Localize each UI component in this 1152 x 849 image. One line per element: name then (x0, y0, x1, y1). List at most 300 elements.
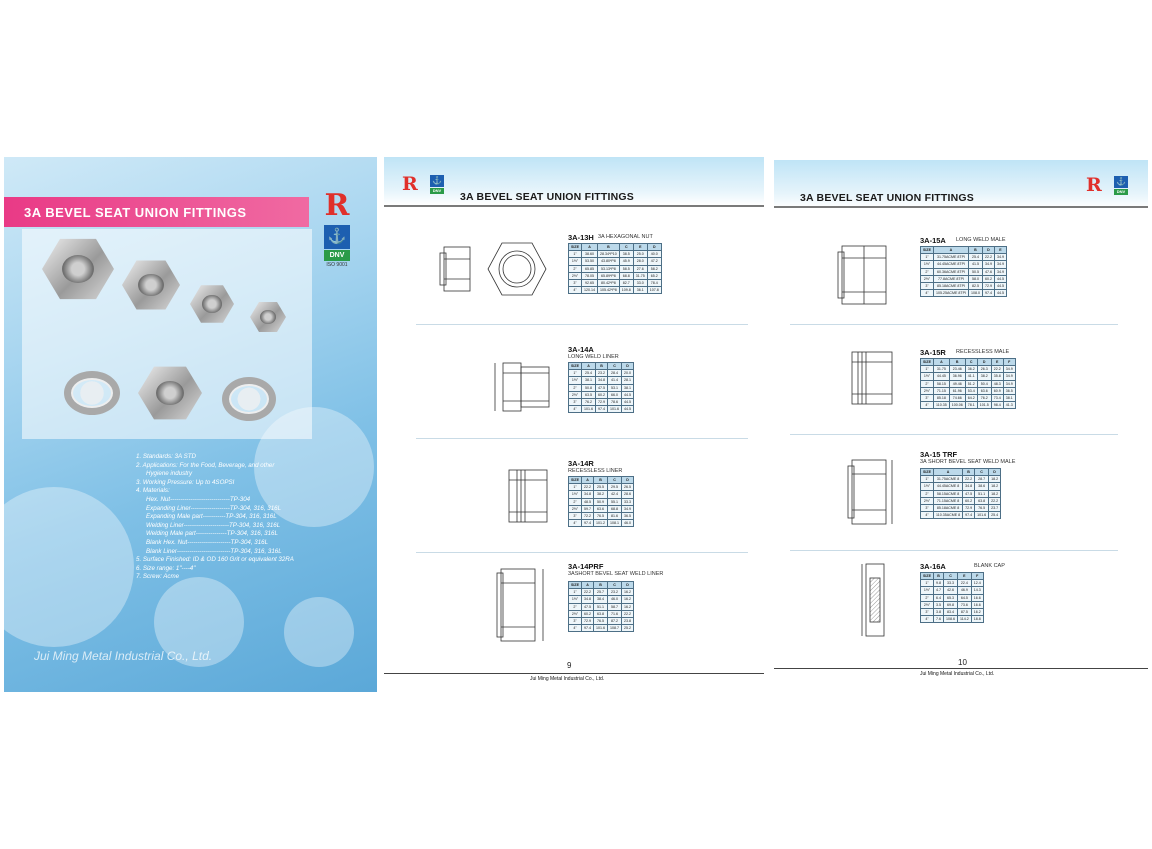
dnv-badge: DNV (324, 250, 350, 261)
table-cell: 44.45ACME 8 (934, 483, 963, 490)
short-weld-liner-drawing (489, 559, 559, 651)
table-cell: 25.0 (633, 251, 647, 258)
table-cell: 2½" (921, 275, 934, 282)
table-cell: 38.1 (622, 384, 634, 391)
table-cell: 83.4 (944, 609, 958, 616)
table-cell: 18.8 (971, 616, 983, 623)
header-rule (384, 205, 764, 207)
table-cell: 51.2 (965, 380, 977, 387)
table-cell: 2" (569, 603, 582, 610)
table-row (921, 290, 1007, 297)
table-cell: 60.2 (596, 391, 608, 398)
table-row (569, 280, 662, 287)
column-header: B (949, 359, 965, 366)
table-cell: 1½" (921, 261, 934, 268)
table-row (921, 373, 1016, 380)
item-description: LONG WELD LINER (568, 354, 619, 360)
table-cell: 101.2 (594, 520, 608, 527)
column-header: E (958, 573, 972, 580)
table-cell: 4" (569, 625, 582, 632)
table-cell: 38.4 (594, 596, 608, 603)
table-cell: 23.2 (608, 589, 622, 596)
item-description: RECESSLESS LINER (568, 468, 623, 474)
table-cell: 92.65 (582, 280, 598, 287)
column-header: F (1003, 359, 1015, 366)
table-cell: 2½" (921, 601, 934, 608)
table-cell: 110.35 (934, 402, 950, 409)
table-cell: 78.1 (965, 402, 977, 409)
table-cell: 72.9 (596, 399, 608, 406)
table-row (569, 520, 634, 527)
table-cell: 60.2 (982, 275, 994, 282)
brand-logo (1086, 176, 1102, 195)
table-cell: 3" (569, 618, 582, 625)
table-cell: 3" (569, 399, 582, 406)
table-cell: 16.2 (622, 603, 634, 610)
column-header: E (994, 247, 1006, 254)
table-cell: 72.9 (982, 283, 994, 290)
table-cell: 44.5 (994, 275, 1006, 282)
column-header: D (647, 244, 661, 251)
table-cell: 46.0 (622, 520, 634, 527)
column-header: E (633, 244, 647, 251)
table-cell: 78.6 (608, 399, 622, 406)
table-cell: 4" (921, 616, 934, 623)
table-cell: 85.18ACME 8 (934, 505, 963, 512)
column-header: D (622, 363, 634, 370)
table-cell: 1" (921, 476, 934, 483)
page-number: 10 (958, 658, 967, 667)
page-title: 3A BEVEL SEAT UNION FITTINGS (460, 191, 635, 203)
table-cell: 22.2 (582, 589, 594, 596)
cover-page (4, 157, 377, 692)
item-description: BLANK CAP (974, 563, 1005, 569)
item-description: 3A HEXAGONAL NUT (598, 234, 653, 240)
column-header: B (594, 582, 608, 589)
table-cell: 4" (569, 406, 582, 413)
table-cell: 36.2 (965, 366, 977, 373)
table-cell: 20.0 (622, 370, 634, 377)
table-cell: 78.4 (647, 280, 661, 287)
column-header: D (977, 359, 991, 366)
table-cell: 25.4 (582, 370, 596, 377)
column-header: A (934, 247, 969, 254)
table-cell: 3" (569, 513, 582, 520)
table-cell: 108.1 (608, 520, 622, 527)
table-cell: 1½" (921, 483, 934, 490)
cert-logo (1114, 176, 1128, 195)
table-cell: 4" (921, 402, 934, 409)
table-cell: 58.0 (968, 275, 982, 282)
table-cell: 38.2 (977, 373, 991, 380)
table-cell: 1" (921, 254, 934, 261)
table-cell: 38.6 (975, 483, 989, 490)
table-cell: 53.50 (582, 258, 598, 265)
table-cell: 3.8 (934, 609, 944, 616)
table-cell: 40.0 (647, 251, 661, 258)
table-cell: 33.3 (622, 498, 634, 505)
table-header-row (921, 247, 1007, 254)
table-cell: 58.7 (608, 603, 622, 610)
table-cell: 63.8 (975, 497, 989, 504)
column-header: D (622, 477, 634, 484)
table-cell: 18.2 (989, 476, 1001, 483)
footer-company: Jui Ming Metal Industrial Co., Ltd. (920, 671, 995, 677)
table-cell: 31.75 (633, 272, 647, 279)
item-description: 3ASHORT BEVEL SEAT WELD LINER (568, 571, 664, 577)
table-cell: 76.5 (594, 513, 608, 520)
table-cell: 3" (921, 283, 934, 290)
table-cell: 4" (921, 512, 934, 519)
table-cell: 66.0 (608, 391, 622, 398)
column-header: C (619, 244, 633, 251)
table-cell: 82.7 (619, 280, 633, 287)
table-cell: 58.5 (619, 265, 633, 272)
table-cell: 68.8 (619, 272, 633, 279)
table-cell: 1" (569, 251, 582, 258)
short-weld-male-drawing (840, 450, 910, 534)
footer-company: Jui Ming Metal Industrial Co., Ltd. (530, 676, 605, 682)
section-divider (416, 324, 748, 325)
item-code: 3A-14PRF (568, 562, 604, 571)
table-cell: 51.1 (975, 490, 989, 497)
table-cell: 28.34*P10 (598, 251, 620, 258)
spec-list (136, 453, 366, 582)
spec-table (568, 581, 634, 632)
table-row (921, 275, 1007, 282)
table-cell: 76.5 (594, 618, 608, 625)
column-header: B (596, 363, 608, 370)
table-cell: 50.9 (594, 498, 608, 505)
anchor-icon: ⚓ (430, 175, 444, 187)
table-row (569, 251, 662, 258)
table-row (569, 406, 634, 413)
table-cell: 16.2 (971, 609, 983, 616)
table-row (569, 589, 634, 596)
table-cell: 23.8 (622, 618, 634, 625)
table-cell: 44.45 (934, 373, 950, 380)
column-header: E (991, 359, 1003, 366)
table-cell: 72.9 (582, 618, 594, 625)
item-description: LONG WELD MALE (956, 237, 1006, 243)
table-cell: 22.4 (958, 580, 972, 587)
spec-table (920, 358, 1016, 409)
table-row (569, 391, 634, 398)
table-cell: 2½" (569, 610, 582, 617)
spec-table (568, 362, 634, 413)
table-cell: 28.0 (633, 258, 647, 265)
table-cell: 58.2 (647, 265, 661, 272)
table-row (921, 387, 1016, 394)
table-cell: 101.6 (608, 406, 622, 413)
table-cell: 85.18ACME 8TPI (934, 283, 969, 290)
table-header-row (569, 582, 634, 589)
table-cell: 16.6 (971, 594, 983, 601)
table-cell: 31.75ACME 8 (934, 476, 963, 483)
item-code: 3A-15 TRF (920, 450, 958, 459)
table-cell: 34.9 (982, 261, 994, 268)
table-cell: 76.5 (975, 505, 989, 512)
table-cell: 1" (921, 580, 934, 587)
table-cell: 47.6 (982, 268, 994, 275)
table-row (921, 261, 1007, 268)
table-cell: 87.2 (608, 618, 622, 625)
table-cell: 22.2 (989, 497, 1001, 504)
table-cell: 2½" (921, 387, 934, 394)
spec-line: Blank Liner--------------------------TP-304, 316, 316L (146, 547, 282, 555)
table-cell: 12.4 (971, 580, 983, 587)
column-header: SIZE (569, 582, 582, 589)
table-cell: 1½" (921, 373, 934, 380)
table-cell: 31.75 (934, 366, 950, 373)
column-header: A (582, 582, 594, 589)
table-cell: 107.8 (647, 287, 661, 294)
table-cell: 101.5 (977, 402, 991, 409)
table-cell: 28.6 (622, 491, 634, 498)
table-cell: 80.42*P8 (598, 280, 620, 287)
table-cell: 3" (921, 505, 934, 512)
anchor-icon: ⚓ (1114, 176, 1128, 188)
table-cell: 22.2 (982, 254, 994, 261)
table-cell: 51.1 (594, 603, 608, 610)
table-cell: 108.6 (944, 616, 958, 623)
table-cell: 41.1 (965, 373, 977, 380)
table-cell: 114.2 (958, 616, 972, 623)
column-header: C (608, 363, 622, 370)
table-cell: 65.3 (944, 594, 958, 601)
table-cell: 59.7 (582, 505, 594, 512)
column-header: SIZE (921, 573, 934, 580)
table-cell: 72.9 (963, 505, 975, 512)
table-cell: 29.5 (608, 484, 622, 491)
recessless-liner-drawing (499, 462, 559, 534)
table-row (921, 395, 1016, 402)
column-header: C (608, 477, 622, 484)
column-header: D (989, 469, 1001, 476)
table-cell: 63.8 (594, 610, 608, 617)
table-cell: 73.6 (958, 601, 972, 608)
iso-label: ISO 9001 (326, 262, 348, 268)
table-cell: 1½" (569, 491, 582, 498)
table-cell: 101.6 (975, 512, 989, 519)
table-cell: 42.4 (608, 491, 622, 498)
column-header: A (582, 477, 594, 484)
decorative-bubble (284, 597, 354, 667)
table-cell: 47.5 (963, 490, 975, 497)
section-divider (416, 552, 748, 553)
table-cell: 38.1 (582, 377, 596, 384)
table-cell: 76.2 (582, 399, 596, 406)
hex-nut-photo (190, 284, 234, 324)
table-cell: 101.6 (582, 406, 596, 413)
table-cell: 76.2 (977, 395, 991, 402)
table-row (569, 603, 634, 610)
table-cell: 26.5 (622, 484, 634, 491)
table-row (569, 399, 634, 406)
table-cell: 44.5 (622, 391, 634, 398)
spec-table (920, 468, 1001, 519)
table-row (921, 380, 1016, 387)
table-cell: 47.2 (647, 258, 661, 265)
table-cell: 34.9 (994, 268, 1006, 275)
table-row (921, 587, 984, 594)
table-cell: 25.7 (594, 589, 608, 596)
table-cell: 34.8 (596, 377, 608, 384)
table-row (569, 596, 634, 603)
spec-line: Expanding Male part-----------TP-304, 316, 316L (146, 513, 277, 521)
table-cell: 18.2 (989, 483, 1001, 490)
table-cell: 71.15ACME 8 (934, 497, 963, 504)
column-header: B (963, 469, 975, 476)
table-cell: 64.5 (958, 594, 972, 601)
table-cell: 98.4 (991, 402, 1003, 409)
table-cell: 34.8 (963, 483, 975, 490)
hex-nut-drawing (432, 229, 552, 309)
table-cell: 34.9 (1003, 366, 1015, 373)
footer-rule (774, 668, 1148, 669)
hex-nut-photo (138, 365, 202, 421)
spec-line: 1. Standards: 3A STD (136, 453, 196, 460)
table-row (569, 265, 662, 272)
page-title: 3A BEVEL SEAT UNION FITTINGS (800, 192, 975, 204)
table-cell: 35.8 (991, 373, 1003, 380)
table-cell: 44.5 (994, 283, 1006, 290)
page-number: 9 (567, 661, 572, 670)
table-cell: 1½" (921, 587, 934, 594)
table-cell: 64.2 (965, 395, 977, 402)
table-cell: 46.9 (958, 587, 972, 594)
table-header-row (921, 573, 984, 580)
table-cell: 48.3 (991, 380, 1003, 387)
column-header: C (608, 582, 622, 589)
table-row (569, 272, 662, 279)
section-divider (790, 434, 1118, 435)
table-cell: 1½" (569, 258, 582, 265)
table-row (921, 580, 984, 587)
section-divider (416, 438, 748, 439)
table-row (569, 370, 634, 377)
table-cell: 44.5 (994, 290, 1006, 297)
spec-line: Welding Liner----------------------TP-304, 316, 316L (146, 521, 281, 529)
product-photo (22, 229, 312, 439)
table-cell: 41.3 (1003, 402, 1015, 409)
male-ring-photo (222, 377, 276, 421)
table-cell: 120.14 (582, 287, 598, 294)
hex-nut-photo (250, 301, 286, 333)
table-cell: 65.89*P8 (598, 272, 620, 279)
table-cell: 14.3 (971, 587, 983, 594)
table-cell: 38.1 (1003, 395, 1015, 402)
table-cell: 22.2 (582, 484, 594, 491)
item-code: 3A-15R (920, 348, 946, 357)
table-cell: 1½" (569, 377, 582, 384)
hex-nut-photo (42, 237, 114, 301)
recessless-male-drawing (844, 342, 904, 414)
column-header: SIZE (921, 247, 934, 254)
table-cell: 34.9 (622, 505, 634, 512)
section-divider (790, 324, 1118, 325)
table-cell: 53.13*P8 (598, 265, 620, 272)
table-cell: 28.4 (608, 370, 622, 377)
table-cell: 58.15 (934, 380, 950, 387)
table-cell: 43.80*P8 (598, 258, 620, 265)
table-row (569, 384, 634, 391)
table-cell: 1" (569, 589, 582, 596)
table-cell: 34.8 (582, 596, 594, 603)
table-cell: 46.0 (608, 596, 622, 603)
spec-table (568, 476, 634, 527)
header-rule (774, 206, 1148, 208)
table-cell: 4" (569, 520, 582, 527)
table-cell: 110.35ACME 8 (934, 512, 963, 519)
table-cell: 105.25ACME 8TPI (934, 290, 969, 297)
table-row (569, 498, 634, 505)
table-cell: 61.96 (949, 387, 965, 394)
spec-line: 6. Size range: 1"----4" (136, 564, 196, 572)
column-header: A (582, 363, 596, 370)
table-cell: 2" (921, 490, 934, 497)
table-cell: 26.3 (977, 366, 991, 373)
table-cell: 2" (569, 265, 582, 272)
table-cell: 1" (921, 366, 934, 373)
column-header: A (934, 469, 963, 476)
table-cell: 25.4 (989, 512, 1001, 519)
table-cell: 1" (569, 484, 582, 491)
table-cell: 36.5 (622, 513, 634, 520)
table-cell: 60.2 (582, 610, 594, 617)
table-cell: 1" (569, 370, 582, 377)
table-row (569, 491, 634, 498)
brand-logo (402, 175, 418, 194)
table-cell: 2" (921, 268, 934, 275)
table-cell: 101.6 (594, 625, 608, 632)
table-cell: 22.2 (622, 610, 634, 617)
table-cell: 58.15ACME 8 (934, 490, 963, 497)
table-cell: 1½" (569, 596, 582, 603)
table-cell: 4" (921, 290, 934, 297)
table-cell: 77.8ACME 8TPI (934, 275, 969, 282)
table-row (921, 505, 1001, 512)
table-row (569, 258, 662, 265)
company-name: Jui Ming Metal Industrial Co., Ltd. (34, 649, 213, 663)
dnv-badge: DNV (1114, 189, 1128, 195)
table-cell: 65.85 (582, 265, 598, 272)
table-cell: 23.46 (949, 366, 965, 373)
table-cell: 41.5 (968, 261, 982, 268)
table-cell: 38.5 (619, 251, 633, 258)
table-row (921, 497, 1001, 504)
catalog-page-9 (384, 157, 764, 687)
cert-logo (430, 175, 444, 194)
table-cell: 9.8 (934, 580, 944, 587)
table-cell: 3" (569, 280, 582, 287)
table-cell: 48.5 (582, 498, 594, 505)
table-cell: 63.6 (977, 387, 991, 394)
spec-line: 5. Surface Finished: ID & OD 160 Grit or equivalent 32RA (136, 556, 294, 564)
table-cell: 87.5 (958, 609, 972, 616)
table-header-row (569, 477, 634, 484)
table-row (569, 618, 634, 625)
table-cell: 27.6 (633, 265, 647, 272)
table-cell: 36.1 (633, 287, 647, 294)
spec-line: Expanding Liner-------------------TP-304, 316, 316L (146, 504, 282, 512)
table-cell: 50.5 (968, 268, 982, 275)
column-header: SIZE (921, 359, 934, 366)
column-header: SIZE (569, 477, 582, 484)
table-cell: 109.8 (619, 287, 633, 294)
table-cell: 60.2 (963, 497, 975, 504)
table-cell: 72.2 (582, 513, 594, 520)
